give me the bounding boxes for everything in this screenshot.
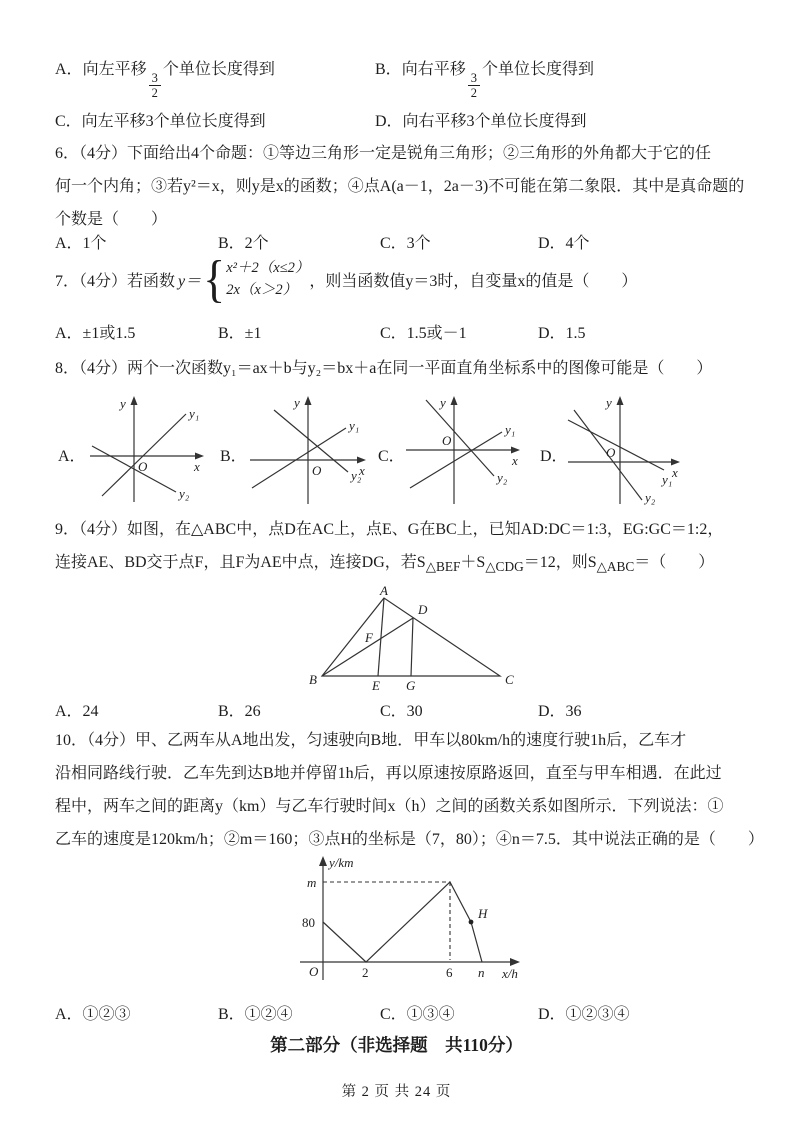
q8-graph-b (246, 392, 374, 510)
q7-outro: ，则当函数值y＝3时，自变量x的值是（ ） (309, 272, 638, 290)
option-10b: B．①②④ (218, 1006, 293, 1023)
origin-label: O (138, 459, 148, 474)
y-axis-arrow (617, 396, 624, 405)
option-6c: C．3个 (380, 235, 431, 252)
option-5a-post: 个单位长度得到 (162, 61, 275, 78)
q9-triangle-figure (292, 584, 517, 696)
option-5d: D．向右平移3个单位长度得到 (375, 113, 587, 130)
q10-line2: 沿相同路线行驶．乙车先到达B地并停留1h后，再以原速按原路返回，直至与甲车相遇．在此过 (55, 765, 722, 782)
q8-graph-c-label: C． (378, 448, 405, 465)
y-axis-arrow (131, 396, 138, 405)
line-y2 (274, 410, 348, 472)
x-axis-label: x (672, 465, 678, 480)
q10-distance-time-chart (278, 852, 528, 994)
q8-graph-c (402, 392, 530, 510)
option-10c: C．①③④ (380, 1006, 455, 1023)
x-axis-label: x (359, 463, 365, 478)
option-9c: C．30 (380, 703, 423, 720)
q8-graph-d-label: D． (540, 448, 568, 465)
option-5a-pre: 向左平移 (82, 61, 147, 78)
y-axis-arrow (451, 396, 458, 405)
point-h-label: H (478, 906, 488, 921)
tick-6: 6 (446, 965, 453, 980)
y1-label: y₁ (349, 418, 360, 433)
q7-intro: 7．（4分）若函数 (55, 272, 176, 290)
q8-graph-a (86, 392, 214, 510)
y2-label: y₂ (179, 486, 190, 501)
sub-triangle-abc: △ABC (596, 559, 635, 575)
q8-graph-d (562, 392, 690, 510)
q10-line1: 10．（4分）甲、乙两车从A地出发，匀速驶向B地．甲车以80km/h的速度行驶1h后，乙车才 (55, 732, 687, 749)
option-5b-label: B． (375, 61, 402, 78)
x-axis-arrow (510, 958, 520, 966)
option-6b: B．2个 (218, 235, 269, 252)
option-5c: C．向左平移3个单位长度得到 (55, 113, 266, 130)
option-7b: B．±1 (218, 325, 262, 342)
option-5a-label: A． (55, 61, 83, 78)
q10-line3: 程中，两车之间的距离y（km）与乙车行驶时间x（h）之间的函数关系如图所示．下列说法：① (55, 798, 724, 815)
option-9d: D．36 (538, 703, 582, 720)
point-d-label: D (418, 602, 428, 617)
tick-2: 2 (362, 965, 369, 980)
option-5b-pre: 向右平移 (401, 61, 466, 78)
point-h-dot (469, 920, 474, 925)
y-axis-label: y (606, 395, 612, 410)
vertex-c-label: C (505, 672, 514, 687)
q8-graph-a-label: A． (58, 448, 86, 465)
point-e-label: E (372, 678, 380, 693)
x-axis-label: x (194, 459, 200, 474)
y-axis-arrow (319, 856, 327, 866)
option-9a: A．24 (55, 703, 99, 720)
vertex-a-label: A (380, 584, 388, 598)
sub-triangle-cdg: △CDG (485, 559, 524, 575)
option-5b-post: 个单位长度得到 (481, 61, 594, 78)
q9-line1: 9．（4分）如图，在△ABC中，点D在AC上，点E、G在BC上，已知AD:DC＝1:3，EG:GC＝1:2， (55, 521, 724, 538)
option-10a: A．①②③ (55, 1006, 131, 1023)
q6-line2: 何一个内角；③若y²＝x，则y是x的函数；④点A(a－1，2a－3)不可能在第二象限．其中是真命题的 (55, 178, 745, 195)
option-6d: D．4个 (538, 235, 590, 252)
y2-label: y₂ (351, 468, 362, 483)
x-axis-label: x/h (502, 966, 518, 981)
y1-label: y₁ (505, 422, 516, 437)
option-6a: A．1个 (55, 235, 107, 252)
tick-m: m (307, 875, 317, 890)
line-y2 (426, 400, 494, 476)
origin-label: O (442, 433, 452, 448)
q8-stem: 8．（4分）两个一次函数y₁＝ax＋b与y₂＝bx＋a在同一平面直角坐标系中的图像可能是（ ） (55, 360, 713, 377)
option-7c: C．1.5或－1 (380, 325, 467, 342)
y-axis-label: y/km (329, 855, 354, 870)
q6-line1: 6．（4分）下面给出4个命题：①等边三角形一定是锐角三角形；②三角形的外角都大于它的任 (55, 145, 712, 162)
segment-bd (322, 618, 413, 676)
line-y1 (410, 432, 502, 488)
y-axis-label: y (440, 395, 446, 410)
option-9b: B．26 (218, 703, 261, 720)
distance-curve (323, 882, 482, 962)
line-y1 (102, 414, 186, 496)
origin-label: O (309, 964, 319, 979)
option-5a (55, 56, 275, 101)
page-footer: 第 2 页 共 24 页 (341, 1084, 452, 1100)
y2-label: y₂ (497, 470, 508, 485)
option-7d: D．1.5 (538, 325, 586, 342)
option-5b (375, 56, 594, 101)
origin-label: O (312, 463, 322, 478)
point-f-label: F (365, 630, 373, 645)
section2-header: 第二部分（非选择题 共110分） (270, 1035, 523, 1055)
q7-case1: x²＋2（x≤2） (226, 259, 310, 276)
tick-n: n (478, 965, 485, 980)
origin-label: O (606, 445, 616, 460)
q8-graph-b-label: B． (220, 448, 247, 465)
y-axis-arrow (305, 396, 312, 405)
sub-triangle-bef: △BEF (425, 559, 461, 575)
x-axis-label: x (512, 453, 518, 468)
piecewise-brace: { (203, 249, 226, 307)
q7-stem (55, 249, 638, 307)
q9-line2: 连接AE、BD交于点F，且F为AE中点，连接DG，若$S_{\triangle BEF}+S_{\triangle CDG}=12$，则$S_{\triangle ABC}=$（ ） (55, 554, 715, 575)
q7-cases (226, 257, 309, 302)
option-10d: D．①②③④ (538, 1006, 630, 1023)
segment-dg (411, 618, 413, 676)
y2-label: y₂ (645, 490, 656, 505)
point-g-label: G (406, 678, 416, 693)
q7-lhs: y＝ (178, 272, 202, 290)
y1-label: y₁ (662, 472, 673, 487)
tick-80: 80 (302, 915, 315, 930)
y1-label: y₁ (189, 406, 200, 421)
q10-line4: 乙车的速度是120km/h；②m＝160；③点H的坐标是（7，80）；④n＝7.5．其中说法正确的是（ ） (55, 831, 764, 848)
q7-case2: 2x（x＞2） (226, 282, 298, 298)
fraction-3-2: $\frac{3}{2}$ (468, 71, 480, 101)
y-axis-label: y (120, 396, 126, 411)
vertex-b-label: B (309, 672, 317, 687)
q6-line3: 个数是（ ） (55, 211, 168, 228)
option-7a: A．±1或1.5 (55, 325, 136, 342)
fraction-3-2: $\frac{3}{2}$ (149, 71, 161, 101)
y-axis-label: y (294, 395, 300, 410)
